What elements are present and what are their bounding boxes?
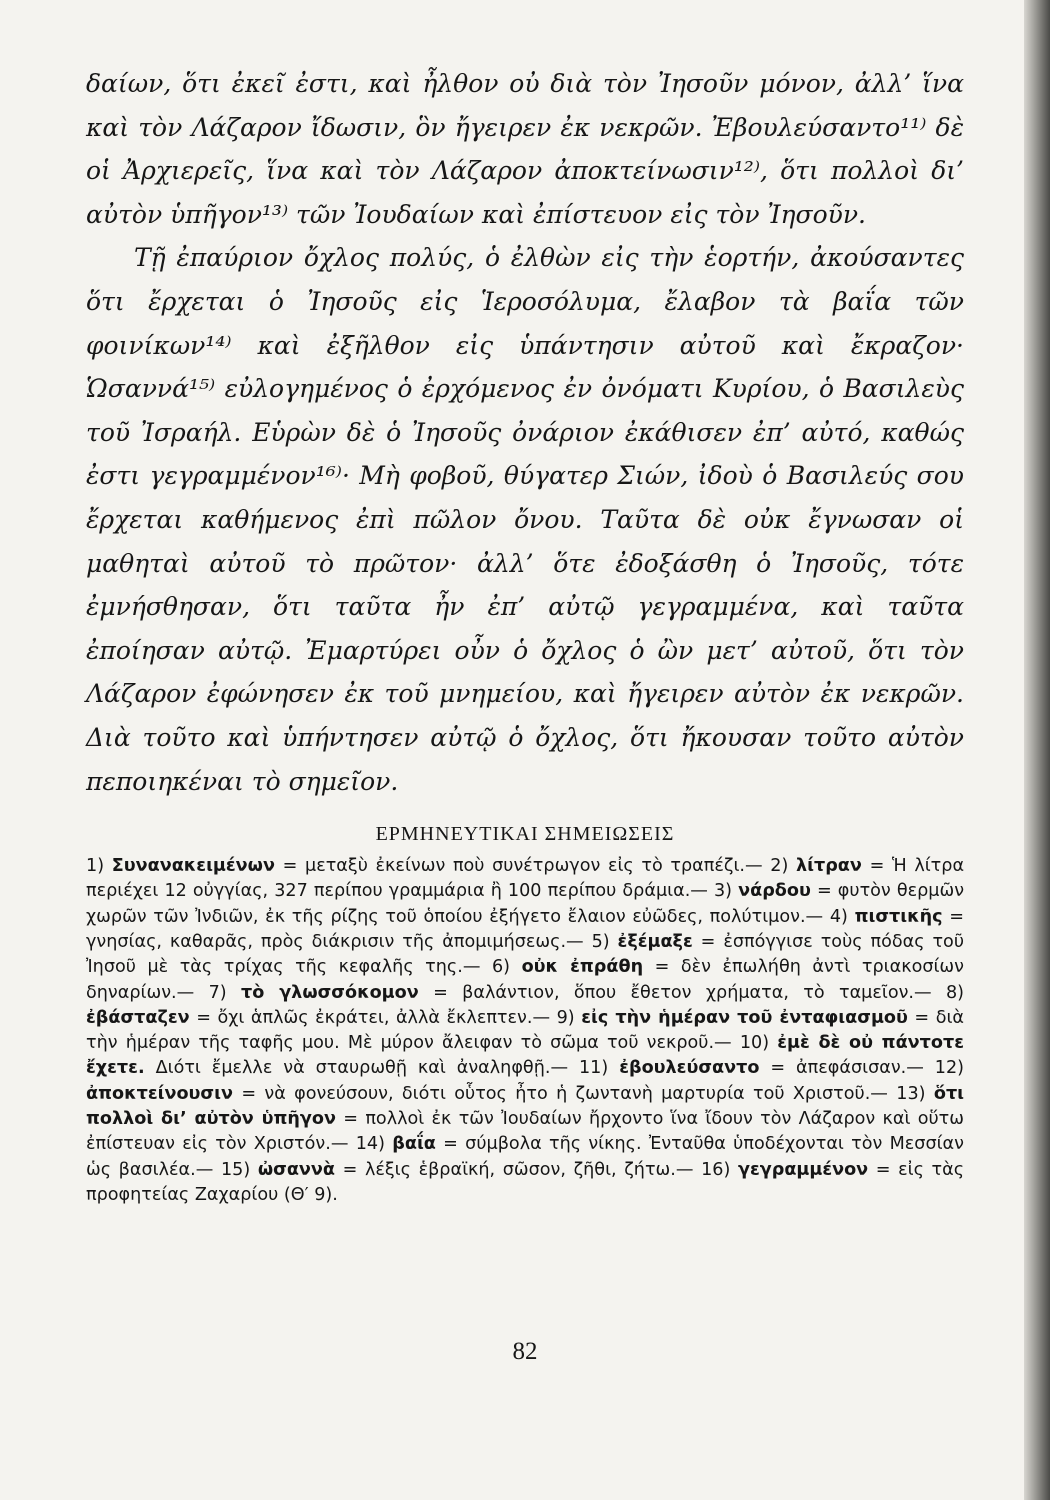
note-1: 1) Συνανακειμένων = μεταξὺ ἐκείνων ποὺ συνέτρωγον εἰς τὸ τραπέζι.— [86, 856, 763, 877]
gospel-paragraph-1: δαίων, ὅτι ἐκεῖ ἐστι, καὶ ἦλθον οὐ διὰ τὸν Ἰησοῦν μόνον, ἀλλ’ ἵνα καὶ τὸν Λάζαρον ἴδωσιν, ὃν ἤγειρεν ἐκ νεκρῶν. Ἐβουλεύσαντο¹¹⁾ δὲ οἱ Ἀρχιερεῖς, ἵνα καὶ τὸν Λάζαρον ἀποκτείνωσιν¹²⁾, ὅτι πολλοὶ δι’ αὐτὸν ὑπῆγον¹³⁾ τῶν Ἰουδαίων καὶ ἐπίστευον εἰς τὸν Ἰησοῦν. [86, 69, 964, 229]
note-10: 10) ἐμὲ δὲ οὐ πάντοτε ἔχετε. Διότι ἔμελλε νὰ σταυρωθῇ καὶ ἀναληφθῇ.— [86, 1033, 964, 1079]
note-text: = λέξις ἑβραϊκή, σῶσον, ζῆθι, ζήτω.— [342, 1159, 694, 1180]
note-6: 6) οὐκ ἐπράθη = δὲν ἐπωλήθη ἀντὶ τριακοσίων δηναρίων.— [86, 957, 964, 1003]
note-3: 3) νάρδου = φυτὸν θερμῶν χωρῶν τῶν Ἰνδιῶν, ἐκ τῆς ρίζης τοῦ ὁποίου ἐξήγετο ἔλαιον εὐῶδες, πολύτιμον.— [86, 881, 965, 927]
note-text: Διότι ἔμελλε νὰ σταυρωθῇ καὶ ἀναληφθῇ.— [155, 1058, 569, 1079]
note-term: νάρδου [738, 881, 811, 902]
note-text: = μεταξὺ ἐκείνων ποὺ συνέτρωγον εἰς τὸ τραπέζι.— [282, 856, 763, 877]
note-term: γεγραμμένον [737, 1159, 869, 1180]
note-term: ἐξέμαξε [617, 931, 693, 952]
note-term: ἐμὲ δὲ οὐ πάντοτε ἔχετε. [86, 1033, 964, 1079]
note-text: = γνησίας, καθαρᾶς, πρὸς διάκρισιν τῆς ἀπομιμήσεως.— [86, 906, 965, 952]
note-13: 13) ὅτι πολλοὶ δι’ αὐτὸν ὑπῆγον = πολλοὶ ἐκ τῶν Ἰουδαίων ἤρχοντο ἵνα ἴδουν τὸν Λάζαρον καὶ οὕτω ἐπίστευαν εἰς τὸν Χριστόν.— [86, 1083, 965, 1155]
explanatory-notes [86, 854, 964, 1208]
note-text: = σύμβολα τῆς νίκης. Ἐνταῦθα ὑποδέχονται τὸν Μεσσίαν ὡς βασιλέα.— [86, 1134, 964, 1180]
note-14: 14) βαΐα = σύμβολα τῆς νίκης. Ἐνταῦθα ὑποδέχονται τὸν Μεσσίαν ὡς βασιλέα.— [86, 1134, 964, 1180]
note-8: 8) ἐβάσταζεν = ὄχι ἁπλῶς ἐκράτει, ἀλλὰ ἔκλεπτεν.— [86, 982, 965, 1028]
note-16: 16) γεγραμμένον = εἰς τὰς προφητείας Ζαχαρίου (Θ′ 9). [86, 1159, 965, 1205]
gospel-paragraph-2: Τῇ ἐπαύριον ὄχλος πολύς, ὁ ἐλθὼν εἰς τὴν ἑορτήν, ἀκούσαντες ὅτι ἔρχεται ὁ Ἰησοῦς εἰς Ἱεροσόλυμα, ἔλαβον τὰ βαΐα τῶν φοινίκων¹⁴⁾ καὶ ἐξῆλθον εἰς ὑπάντησιν αὐτοῦ καὶ ἔκραζον· Ὡσαννά¹⁵⁾ εὐλογημένος ὁ ἐρχόμενος ἐν ὀνόματι Κυρίου, ὁ Βασιλεὺς τοῦ Ἰσραήλ. Εὑρὼν δὲ ὁ Ἰησοῦς ὀνάριον ἐκάθισεν ἐπ’ αὐτό, καθώς ἐστι γεγραμμένον¹⁶⁾· Μὴ φοβοῦ, θύγατερ Σιών, ἰδοὺ ὁ Βασιλεύς σου ἔρχεται καθήμενος ἐπὶ πῶλον ὄνου. Ταῦτα δὲ οὐκ ἔγνωσαν οἱ μαθηταὶ αὐτοῦ τὸ πρῶτον· ἀλλ’ ὅτε ἐδοξάσθη ὁ Ἰησοῦς, τότε ἐμνήσθησαν, ὅτι ταῦτα ἦν ἐπ’ αὐτῷ γεγραμμένα, καὶ ταῦτα ἐποίησαν αὐτῷ. Ἐμαρτύρει οὖν ὁ ὄχλος ὁ ὢν μετ’ αὐτοῦ, ὅτι τὸν Λάζαρον ἐφώνησεν ἐκ τοῦ μνημείου, καὶ ἤγειρεν αὐτὸν ἐκ νεκρῶν. Διὰ τοῦτο καὶ ὑπήντησεν αὐτῷ ὁ ὄχλος, ὅτι ἤκουσαν τοῦτο αὐτὸν πεποιηκέναι τὸ σημεῖον. [86, 243, 964, 796]
page-edge-shadow [1024, 0, 1050, 1500]
book-page [86, 62, 965, 1365]
note-4: 4) πιστικῆς = γνησίας, καθαρᾶς, πρὸς διάκρισιν τῆς ἀπομιμήσεως.— [86, 906, 965, 952]
notes-heading: ΕΡΜΗΝΕΥΤΙΚΑΙ ΣΗΜΕΙΩΣΕΙΣ [375, 823, 675, 846]
note-text: = εἰς τὰς προφητείας Ζαχαρίου (Θ′ 9). [86, 1159, 965, 1205]
note-5: 5) ἐξέμαξε = ἐσπόγγισε τοὺς πόδας τοῦ Ἰησοῦ μὲ τὰς τρίχας τῆς κεφαλῆς της.— [86, 931, 964, 978]
note-text: = νὰ φονεύσουν, διότι οὗτος ἦτο ἡ ζωντανὴ μαρτυρία τοῦ Χριστοῦ.— [241, 1083, 888, 1104]
note-7: 7) τὸ γλωσσόκομον = βαλάντιον, ὅπου ἔθετον χρήματα, τὸ ταμεῖον.— [208, 982, 932, 1003]
note-term: ὠσαννὰ [257, 1159, 335, 1180]
page-number: 82 [512, 1338, 538, 1365]
note-term: λίτραν [796, 856, 862, 877]
note-term: τὸ γλωσσόκομον [241, 982, 419, 1003]
note-2: 2) λίτραν = Ἡ λίτρα περιέχει 12 οὐγγίας, 327 περίπου γραμμάρια ἢ 100 περίπου δράμια.— [86, 856, 965, 902]
note-term: ἐβουλεύσαντο [619, 1058, 760, 1079]
note-9: 9) εἰς τὴν ἡμέραν τοῦ ἐνταφιασμοῦ = διὰ τὴν ἡμέραν τῆς ταφῆς μου. Μὲ μύρον ἄλειφαν τὸ σῶμα τοῦ νεκροῦ.— [86, 1007, 965, 1054]
note-15: 15) ὠσαννὰ = λέξις ἑβραϊκή, σῶσον, ζῆθι, ζήτω.— [220, 1159, 694, 1180]
note-text: = ἐσπόγγισε τοὺς πόδας τοῦ Ἰησοῦ μὲ τὰς τρίχας τῆς κεφαλῆς της.— [86, 931, 964, 978]
note-term: Συνανακειμένων [111, 856, 275, 877]
note-text: = Ἡ λίτρα περιέχει 12 οὐγγίας, 327 περίπου γραμμάρια ἢ 100 περίπου δράμια.— [86, 856, 965, 902]
note-text: = φυτὸν θερμῶν χωρῶν τῶν Ἰνδιῶν, ἐκ τῆς ρίζης τοῦ ὁποίου ἐξήγετο ἔλαιον εὐῶδες, πολύτιμον.— [86, 881, 965, 927]
note-11: 11) ἐβουλεύσαντο = ἀπεφάσισαν.— [578, 1058, 924, 1079]
note-text: = δὲν ἐπωλήθη ἀντὶ τριακοσίων δηναρίων.— [86, 957, 964, 1003]
note-term: βαΐα [392, 1134, 436, 1155]
note-text: = πολλοὶ ἐκ τῶν Ἰουδαίων ἤρχοντο ἵνα ἴδουν τὸν Λάζαρον καὶ οὕτω ἐπίστευαν εἰς τὸν Χριστόν.— [86, 1109, 964, 1155]
note-text: = διὰ τὴν ἡμέραν τῆς ταφῆς μου. Μὲ μύρον ἄλειφαν τὸ σῶμα τοῦ νεκροῦ.— [86, 1007, 965, 1054]
note-text: = ἀπεφάσισαν.— [770, 1058, 924, 1079]
note-term: εἰς τὴν ἡμέραν τοῦ ἐνταφιασμοῦ [581, 1007, 908, 1028]
note-term: ἐβάσταζεν [86, 1007, 190, 1028]
note-term: πιστικῆς [854, 906, 943, 927]
note-text: = βαλάντιον, ὅπου ἔθετον χρήματα, τὸ ταμεῖον.— [433, 982, 932, 1003]
gospel-text [86, 62, 964, 803]
note-term: ὅτι πολλοὶ δι’ αὐτὸν ὑπῆγον [86, 1083, 965, 1130]
note-term: οὐκ ἐπράθη [521, 957, 644, 978]
note-12: 12) ἀποκτείνουσιν = νὰ φονεύσουν, διότι οὗτος ἦτο ἡ ζωντανὴ μαρτυρία τοῦ Χριστοῦ.— [86, 1058, 965, 1104]
note-text: = ὄχι ἁπλῶς ἐκράτει, ἀλλὰ ἔκλεπτεν.— [196, 1007, 551, 1028]
note-term: ἀποκτείνουσιν [86, 1083, 233, 1104]
